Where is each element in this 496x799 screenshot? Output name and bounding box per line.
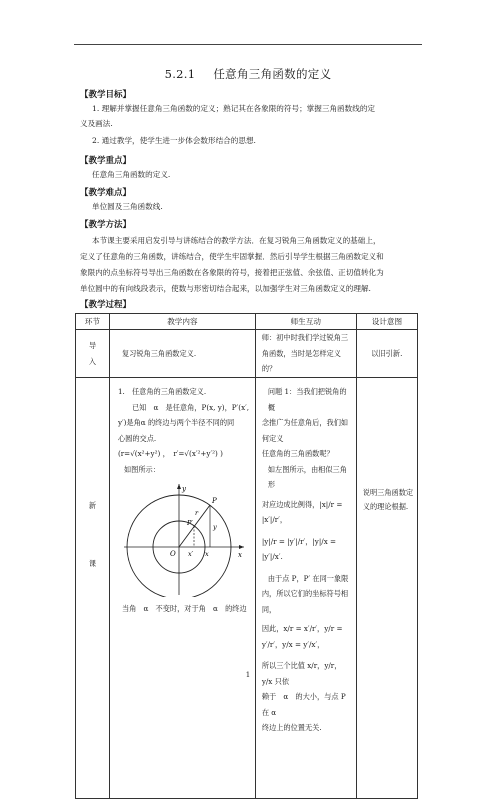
label-x: x xyxy=(204,550,209,558)
interaction-intro xyxy=(255,330,356,378)
page-number: 1 xyxy=(245,671,251,679)
header-interaction: 师生互动 xyxy=(255,314,356,330)
stage-new-char-1: 新 xyxy=(88,501,97,510)
stage-new xyxy=(76,378,110,799)
difficulty-text: 单位圆及三角函数线. xyxy=(92,202,163,211)
header-rule xyxy=(74,44,422,45)
stage-new-char-2: 课 xyxy=(88,559,97,568)
label-y-axis: y xyxy=(181,485,186,493)
interaction-new-line-1: 问题 1：当我们把锐角的概 xyxy=(267,387,347,412)
concentric-circles-diagram xyxy=(124,481,248,597)
header-intent: 设计意图 xyxy=(356,314,417,330)
objectives-heading: 【教学目标】 xyxy=(80,90,132,100)
method-line-2: 定义了任意角的三角函数，讲练结合，使学生牢固掌握．然后引导学生根据三角函数定义和 xyxy=(80,252,384,261)
y-axis-arrow xyxy=(177,484,181,489)
interaction-new-line-8: 内，所以它们的坐标符号相同， xyxy=(261,589,349,614)
section-number: 5.2.1 xyxy=(164,67,196,81)
header-content: 教学内容 xyxy=(109,314,255,330)
label-p: P xyxy=(211,497,217,505)
method-line-3: 象限内的点坐标符号导出三角函数在各象限的符号，接着把正弦值、余弦值、正切值转化为 xyxy=(80,268,384,277)
content-new-line-7: 当角 α 不变时，对于角 α 的终边 xyxy=(121,604,247,613)
process-heading: 【教学过程】 xyxy=(80,300,132,310)
interaction-new-line-9: 因此，x/r = x′/r′，y/r = y′/r′，y/x = y′/x′， xyxy=(261,624,343,649)
interaction-new-line-12: 终边上的位置无关. xyxy=(261,723,322,732)
interaction-new-line-7: 由于点 P，P′ 在同一象限 xyxy=(267,573,349,583)
intent-new xyxy=(356,378,417,799)
section-title: 任意角三角函数的定义 xyxy=(213,67,332,81)
interaction-new-line-3: 任意角的三角函数呢？ xyxy=(261,449,334,458)
content-new xyxy=(109,378,255,799)
key-points-text: 任意角三角函数的定义. xyxy=(92,170,171,179)
table-row-intro xyxy=(76,330,418,378)
content-new-line-4: 心圆的交点. xyxy=(117,433,157,443)
method-line-1: 本节课主要采用启发引导与讲练结合的教学方法．在复习锐角三角函数定义的基础上， xyxy=(92,236,381,245)
teaching-process-table xyxy=(75,313,418,799)
interaction-new-line-11: 赖于 α 的大小，与点 P 在 α xyxy=(261,692,346,717)
content-new-line-2: 已知 α 是任意角，P(x, y)，P′(x′, xyxy=(131,402,250,412)
intent-new-line-1: 说明三角函数定 xyxy=(362,488,414,497)
content-new-formula: (r=√(x²+y²) ， r′=√(x′²+y′²) ) xyxy=(117,449,223,458)
x-axis-arrow xyxy=(239,545,244,549)
interaction-intro-line-1: 师：初中时我们学过锐角三 xyxy=(261,333,349,343)
interaction-new-line-2: 念推广为任意角后，我们如何定义 xyxy=(261,418,349,443)
method-line-4: 单位圆中的有向线段表示，使数与形密切结合起来，以加强学生对三角函数定义的理解. xyxy=(80,284,371,293)
interaction-intro-line-2: 角函数，当时是怎样定义的？ xyxy=(261,348,341,374)
content-new-line-6: 如图所示： xyxy=(123,464,160,474)
difficulty-heading: 【教学难点】 xyxy=(80,188,132,198)
intent-intro: 以旧引新. xyxy=(356,330,417,378)
page-title xyxy=(0,66,496,82)
label-p-prime: P′ xyxy=(186,519,193,527)
interaction-new-line-6: |y|/r = |y′|/r′，|y|/x = |y′|/x′. xyxy=(261,536,337,561)
objective-1-line-1: 1. 理解并掌握任意角三角函数的定义；熟记其在各象限的符号；掌握三角函数线的定 xyxy=(92,104,376,113)
label-y: y xyxy=(212,523,217,531)
key-points-heading: 【教学重点】 xyxy=(80,156,132,166)
content-new-line-1: 1. 任意角的三角函数定义. xyxy=(117,387,207,396)
content-intro: 复习锐角三角函数定义. xyxy=(109,330,255,378)
method-heading: 【教学方法】 xyxy=(80,220,132,230)
interaction-new-line-4: 如左图所示，由相似三角形 xyxy=(267,464,347,489)
label-origin: O xyxy=(169,550,176,558)
interaction-new xyxy=(255,378,356,799)
label-x-prime: x′ xyxy=(187,550,194,558)
interaction-new-line-5: 对应边成比例得，|x|/r = |x′|/r′， xyxy=(261,499,343,524)
objective-2: 2. 通过教学，使学生进一步体会数形结合的思想. xyxy=(92,136,256,145)
table-header-row xyxy=(76,314,418,330)
stage-intro xyxy=(76,330,110,378)
table-row-new xyxy=(76,378,418,799)
objective-1-line-2: 义及画法. xyxy=(80,119,113,128)
stage-intro-char-2: 入 xyxy=(88,356,97,366)
stage-intro-char-1: 导 xyxy=(88,340,97,350)
label-r: r xyxy=(194,509,199,517)
header-stage: 环节 xyxy=(76,314,110,330)
interaction-new-line-10: 所以三个比值 x/r，y/r，y/x 只依 xyxy=(261,661,342,686)
content-new-line-3: y′)是角α 的终边与两个半径不同的同 xyxy=(117,418,235,427)
label-x-axis: x xyxy=(237,551,242,559)
intent-new-line-2: 义的理论根据. xyxy=(362,502,409,511)
